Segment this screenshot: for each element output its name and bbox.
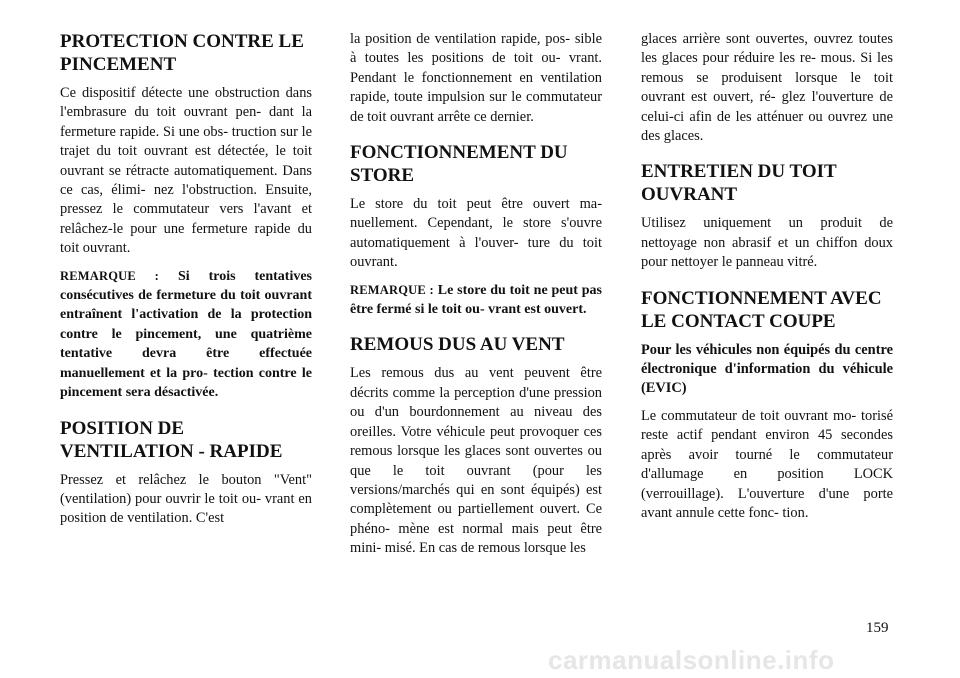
column-left — [60, 30, 312, 537]
paragraph-vent-position: Pressez et relâchez le bouton "Vent" (ventilation) pour ouvrir le toit ou- vrant en position de ventilation. C'est — [60, 471, 312, 527]
heading-sunroof-maintenance: ENTRETIEN DU TOIT OUVRANT — [641, 161, 837, 206]
paragraph-buffeting-continued: glaces arrière sont ouvertes, ouvrez toutes les glaces pour réduire les re- mous. Si les remous se produisent lorsque le toit ouvrant est ouvert, ré- glez l'ouverture de celui-ci afin de les atténuer ou ouvrez une des glaces. — [641, 31, 893, 145]
note-label: REMARQUE : — [350, 282, 434, 297]
watermark: carmanualsonline.info — [548, 645, 835, 675]
heading-vent-position: POSITION DE VENTILATION - RAPIDE — [60, 417, 283, 462]
column-middle — [350, 30, 602, 567]
page-number: 159 — [866, 620, 889, 636]
heading-wind-buffeting: REMOUS DUS AU VENT — [350, 334, 565, 356]
note-shade — [350, 281, 602, 320]
subheading-non-evic: Pour les véhicules non équipés du centre électronique d'information du véhicule (EVIC) — [641, 341, 893, 397]
note-pinch-protection — [60, 267, 312, 403]
paragraph-vent-continued: la position de ventilation rapide, pos- sible à toutes les positions de toit ou- vrant. Pendant le fonctionnement en ventilation rapide, toute impulsion sur le commutateur de toit ouvrant arrête ce dernier. — [350, 31, 602, 125]
paragraph-wind-buffeting: Les remous dus au vent peuvent être décrits comme la perception d'une pression ou d'un bourdonnement au niveau des oreilles. Votre véhicule peut provoquer ces remous lorsque les glaces sont ouvertes ou que le toit ouvrant (pour les versions/marchés qui en sont équipés) est complètement ou partiellement ouvert. Ce phéno- mène est normal mais peut être mini- misé. En cas de remous lorsque les — [350, 365, 602, 557]
column-right — [641, 30, 893, 531]
heading-ignition-off-operation: FONCTIONNEMENT AVEC LE CONTACT COUPE — [641, 287, 882, 332]
note-text: Le store du toit ne peut pas être fermé si le toit ou- vrant est ouvert. — [350, 282, 602, 318]
heading-shade-operation: FONCTIONNEMENT DU STORE — [350, 142, 568, 187]
paragraph-sunroof-maintenance: Utilisez uniquement un produit de nettoyage non abrasif et un chiffon doux pour nettoyer le panneau vitré. — [641, 215, 893, 271]
note-label: REMARQUE : — [60, 268, 160, 283]
note-text: Si trois tentatives consécutives de fermeture du toit ouvrant entraînent l'activation de la protection contre le pincement, une quatrième tentative devra être effectuée manuellement et la pro- tection contre le pincement sera désactivée. — [60, 268, 312, 401]
paragraph-pinch-protection: Ce dispositif détecte une obstruction dans l'embrasure du toit ouvrant pen- dant la fermeture rapide. Si une obs- truction sur le trajet du toit ouvrant est détectée, le toit ouvrant se rétracte automatiquement. Dans ce cas, élimi- nez l'obstruction. Ensuite, pressez le commutateur vers l'avant et relâchez-le pour une fermeture rapide du toit ouvrant. — [60, 85, 312, 257]
paragraph-shade-operation: Le store du toit peut être ouvert ma- nuellement. Cependant, le store s'ouvre automatiquement à l'ouver- ture du toit ouvrant. — [350, 196, 602, 271]
paragraph-ignition-off-operation: Le commutateur de toit ouvrant mo- torisé reste actif pendant environ 45 secondes après avoir tourné le commutateur d'allumage en position LOCK (verrouillage). L'ouverture d'une porte avant annule cette fonc- tion. — [641, 407, 893, 521]
heading-pinch-protection: PROTECTION CONTRE LE PINCEMENT — [60, 31, 304, 75]
